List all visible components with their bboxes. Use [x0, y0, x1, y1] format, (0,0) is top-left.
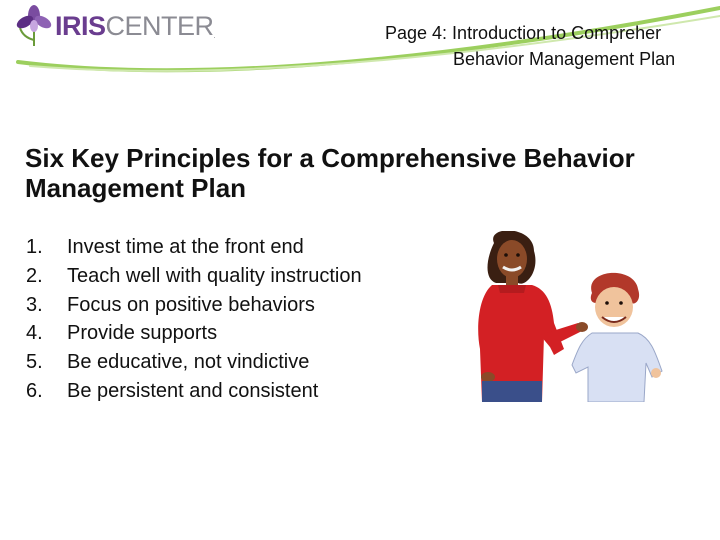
page-title-line2: Behavior Management Plan	[453, 49, 676, 69]
principle-number: 3.	[26, 293, 43, 316]
principle-text: Focus on positive behaviors	[67, 293, 315, 316]
principle-text: Invest time at the front end	[67, 236, 304, 258]
principle-item	[26, 377, 446, 406]
logo-trademark: .	[213, 30, 216, 40]
logo-text-center: CENTER	[105, 10, 214, 41]
principle-number: 1.	[26, 236, 43, 258]
principle-item	[26, 262, 446, 291]
logo-wordmark	[55, 10, 216, 41]
principle-number: 2.	[26, 264, 43, 287]
principle-text: Provide supports	[67, 322, 218, 345]
principle-number: 4.	[26, 322, 43, 345]
header	[0, 0, 720, 80]
principle-text: Teach well with quality instruction	[67, 264, 362, 287]
iris-flower-icon	[14, 4, 54, 48]
teacher-and-student-illustration	[456, 231, 684, 402]
principles-list	[26, 233, 446, 406]
iris-center-logo[interactable]	[14, 4, 215, 48]
slide-heading: Six Key Principles for a Comprehensive Behavior Management Plan	[25, 143, 635, 203]
principle-text: Be educative, not vindictive	[67, 351, 310, 374]
principle-item	[26, 291, 446, 320]
logo-text-iris: IRIS	[55, 10, 106, 41]
principle-number: 6.	[26, 379, 43, 402]
principle-text: Be persistent and consistent	[67, 379, 319, 402]
principle-item	[26, 319, 446, 348]
principle-item	[26, 348, 446, 377]
principle-item	[26, 233, 446, 262]
principle-number: 5.	[26, 351, 43, 374]
page-title	[385, 20, 720, 72]
page-title-line1: Page 4: Introduction to Compreher	[385, 23, 662, 43]
